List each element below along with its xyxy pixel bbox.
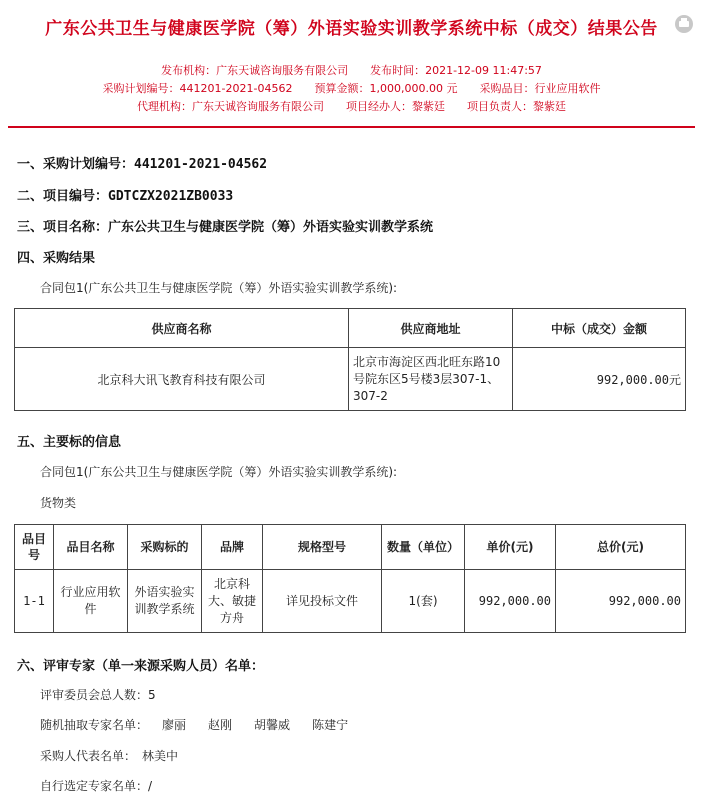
table-header-row <box>15 525 686 570</box>
plan-no-label: 采购计划编号： <box>102 82 180 95</box>
target-cell: 外语实验实训教学系统 <box>128 570 202 633</box>
announcement-header <box>0 0 703 132</box>
section-plan-no <box>17 153 267 172</box>
expert-name: 廖丽 <box>162 718 187 732</box>
section-project-name-label: 三、项目名称： <box>17 220 109 235</box>
subject-table <box>14 524 686 633</box>
page-title: 广东公共卫生与健康医学院（筹）外语实验实训教学系统中标（成交）结果公告 <box>45 19 658 39</box>
publisher-label: 发布机构： <box>161 64 217 77</box>
section-project-name-value: 广东公共卫生与健康医学院（筹）外语实验实训教学系统 <box>108 220 434 235</box>
table-row <box>15 348 686 411</box>
publisher-value: 广东天诚咨询服务有限公司 <box>216 64 349 77</box>
publish-time-label: 发布时间： <box>370 64 426 77</box>
buyer-rep-label: 采购人代表名单： <box>40 749 137 763</box>
buyer-representative <box>40 747 178 764</box>
column-header-item-no: 品目号 <box>15 525 54 570</box>
column-header-amount: 中标（成交）金额 <box>513 309 686 348</box>
random-experts-label: 随机抽取专家名单： <box>40 718 149 732</box>
section-project-no-value: GDTCZX2021ZB0033 <box>108 189 234 204</box>
plan-no-value: 441201-2021-04562 <box>179 82 293 95</box>
unit-price-cell: 992,000.00 <box>465 570 556 633</box>
budget-value: 1,000,000.00 元 <box>369 82 458 95</box>
column-header-item-name: 品目名称 <box>54 525 128 570</box>
self-selected-label: 自行选定专家名单： <box>40 779 149 793</box>
column-header-target: 采购标的 <box>128 525 202 570</box>
column-header-total: 总价(元) <box>556 525 686 570</box>
supplier-address-cell: 北京市海淀区西北旺东路10号院东区5号楼3层307-1、307-2 <box>349 348 513 411</box>
meta-line-publish <box>0 62 703 78</box>
item-name-cell: 行业应用软件 <box>54 570 128 633</box>
column-header-brand: 品牌 <box>202 525 263 570</box>
manager-value: 黎紫廷 <box>412 100 445 113</box>
supplier-name-cell: 北京科大讯飞教育科技有限公司 <box>15 348 349 411</box>
self-selected-value: / <box>148 779 153 793</box>
result-table <box>14 308 686 411</box>
result-package: 合同包1(广东公共卫生与健康医学院（筹）外语实验实训教学系统): <box>40 281 398 295</box>
meta-line-agent <box>0 98 703 114</box>
expert-total-value: 5 <box>148 688 156 702</box>
section-project-name <box>17 216 433 235</box>
agent-label: 代理机构： <box>137 100 192 113</box>
table-row <box>15 570 686 633</box>
header-divider <box>8 126 695 128</box>
subject-package: 合同包1(广东公共卫生与健康医学院（筹）外语实验实训教学系统): <box>40 465 398 479</box>
budget-label: 预算金额： <box>314 82 370 95</box>
section-plan-no-label: 一、采购计划编号： <box>17 157 135 172</box>
qty-cell: 1(套) <box>382 570 465 633</box>
total-cell: 992,000.00 <box>556 570 686 633</box>
subject-kind: 货物类 <box>40 496 77 510</box>
column-header-supplier-name: 供应商名称 <box>15 309 349 348</box>
amount-cell: 992,000.00元 <box>513 348 686 411</box>
section-subject-heading: 五、主要标的信息 <box>17 435 122 450</box>
random-experts <box>40 716 370 733</box>
item-no-cell: 1-1 <box>15 570 54 633</box>
meta-line-plan <box>0 80 703 96</box>
expert-total <box>40 686 156 703</box>
table-header-row <box>15 309 686 348</box>
print-icon[interactable] <box>675 15 693 33</box>
expert-name: 陈建宁 <box>312 718 349 732</box>
category-label: 采购品目： <box>479 82 535 95</box>
section-plan-no-value: 441201-2021-04562 <box>134 157 268 172</box>
section-experts-heading: 六、评审专家（单一来源采购人员）名单： <box>17 659 265 674</box>
self-selected-experts <box>40 777 152 794</box>
manager-label: 项目经办人： <box>346 100 412 113</box>
expert-total-label: 评审委员会总人数： <box>40 688 149 702</box>
agent-value: 广东天诚咨询服务有限公司 <box>192 100 324 113</box>
expert-name: 赵刚 <box>208 718 233 732</box>
section-project-no-label: 二、项目编号： <box>17 189 109 204</box>
publish-time-value: 2021-12-09 11:47:57 <box>425 64 542 77</box>
leader-label: 项目负责人： <box>467 100 533 113</box>
column-header-unit-price: 单价(元) <box>465 525 556 570</box>
expert-name: 胡馨威 <box>254 718 291 732</box>
category-value: 行业应用软件 <box>534 82 601 95</box>
column-header-spec: 规格型号 <box>263 525 382 570</box>
column-header-supplier-address: 供应商地址 <box>349 309 513 348</box>
buyer-rep-value: 林美中 <box>142 749 179 763</box>
section-result-heading: 四、采购结果 <box>17 251 96 266</box>
column-header-qty: 数量（单位） <box>382 525 465 570</box>
brand-cell: 北京科大、敏捷方舟 <box>202 570 263 633</box>
leader-value: 黎紫廷 <box>533 100 566 113</box>
section-project-no <box>17 185 233 204</box>
spec-cell: 详见投标文件 <box>263 570 382 633</box>
